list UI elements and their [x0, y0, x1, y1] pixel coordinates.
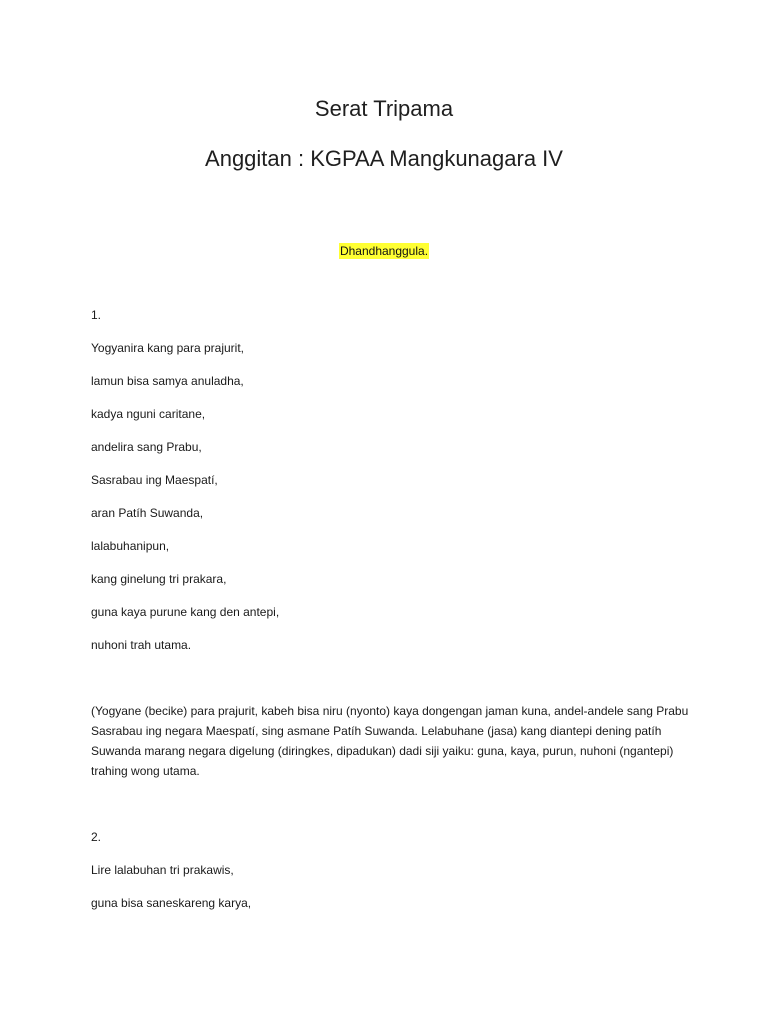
- stanza-translation: (Yogyane (becike) para prajurit, kabeh bisa niru (nyonto) kaya dongengan jaman kuna, andel-andele sang Prabu Sasrabau ing negara Maespatí, sing asmane Patíh Suwanda. Lelabuhane (jasa) kang diantepi dening patíh Suwanda marang negara digelung (diringkes, dipadukan) dadi siji yaiku: guna, kaya, purun, nuhoni (ngantepi) trahing wong utama.: [91, 704, 689, 778]
- meter-label-highlighted: Dhandhanggula.: [339, 244, 429, 258]
- verse-line: Sasrabau ing Maespatí,: [91, 473, 218, 487]
- verse-line: aran Patíh Suwanda,: [91, 506, 204, 520]
- stanza-number: 2.: [91, 830, 102, 844]
- document-title: Serat Tripama: [314, 96, 454, 121]
- verse-line: Yogyanira kang para prajurit,: [91, 341, 244, 355]
- document-subtitle: Anggitan : KGPAA Mangkunagara IV: [205, 146, 563, 171]
- verse-line: Lire lalabuhan tri prakawis,: [91, 863, 234, 877]
- verse-line: guna bisa saneskareng karya,: [91, 896, 252, 910]
- verse-line: andelira sang Prabu,: [91, 440, 202, 454]
- stanza-number: 1.: [91, 308, 102, 322]
- verse-line: kang ginelung tri prakara,: [91, 572, 227, 586]
- verse-line: kadya nguni caritane,: [91, 407, 206, 421]
- verse-line: lalabuhanipun,: [91, 539, 170, 553]
- verse-line: lamun bisa samya anuladha,: [91, 374, 244, 388]
- verse-line: nuhoni trah utama.: [91, 638, 192, 652]
- meter-heading: [0, 242, 768, 260]
- verse-line: guna kaya purune kang den antepi,: [91, 605, 280, 619]
